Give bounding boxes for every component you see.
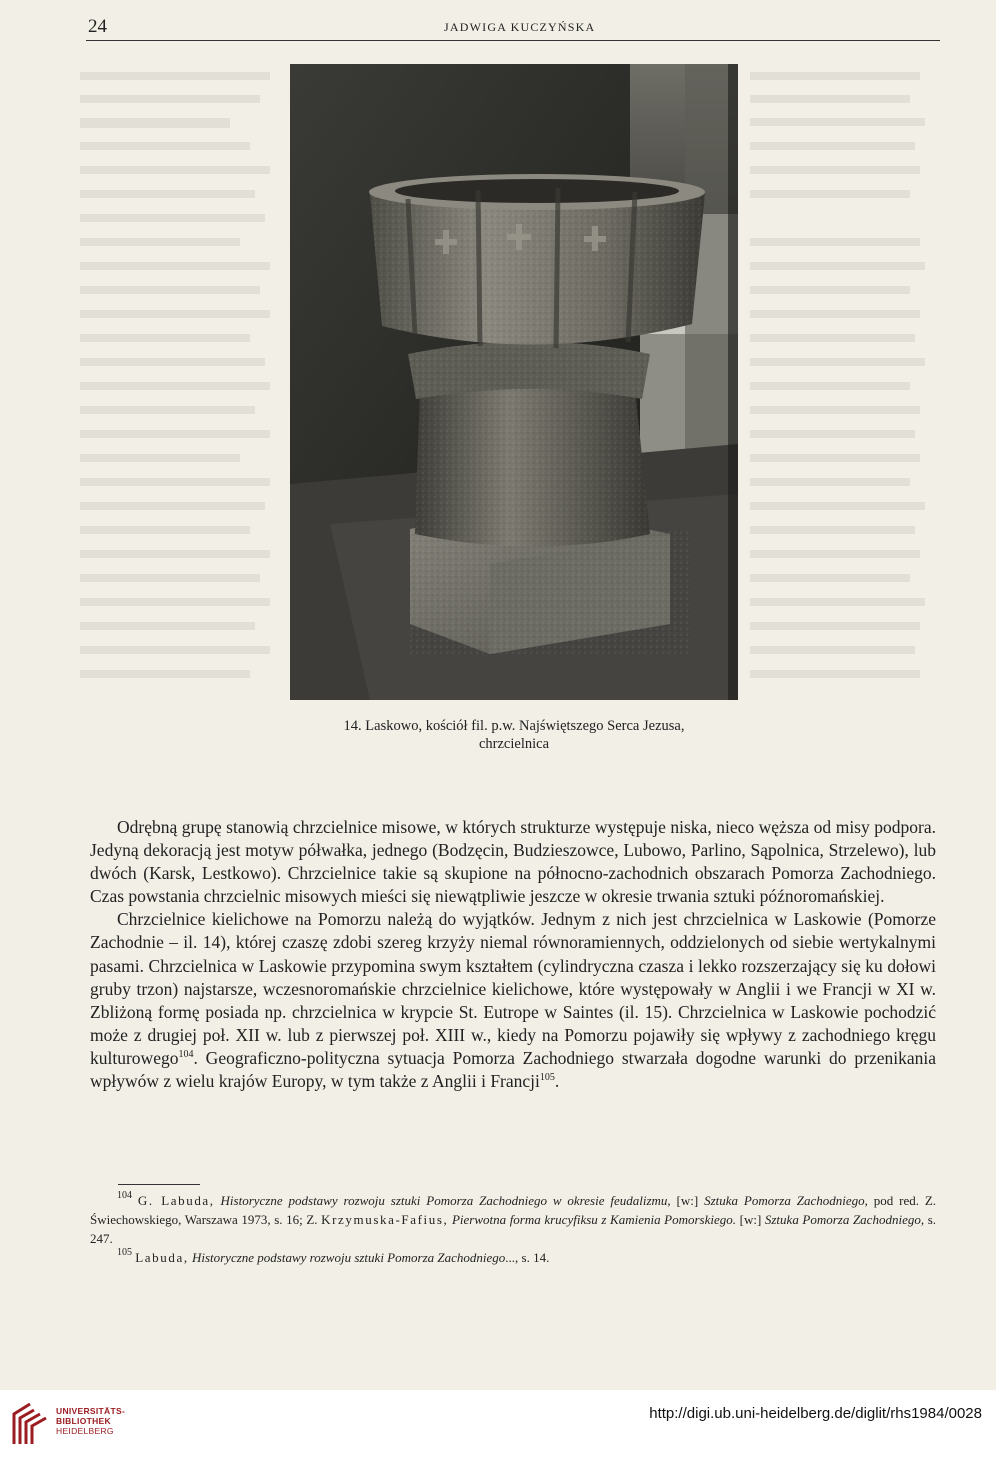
permalink-url[interactable]: http://digi.ub.uni-heidelberg.de/diglit/rhs1984/0028	[649, 1405, 982, 1422]
footnote-rule	[118, 1184, 200, 1185]
footnote-title-4: Sztuka Pomorza Zachodniego,	[764, 1212, 925, 1227]
baptismal-font-photo	[290, 64, 738, 700]
library-name	[56, 1406, 125, 1436]
footnote-publication: pod red. Z. Świechowskiego, Warszawa 1973, s. 16; Z.	[90, 1193, 937, 1227]
footnote-ref-105: 105	[539, 1072, 555, 1084]
page-number: 24	[88, 16, 107, 37]
library-name-line-2: BIBLIOTHEK	[56, 1416, 111, 1426]
footnote-page: ..., s. 14.	[505, 1250, 550, 1265]
university-library-logo[interactable]	[10, 1400, 50, 1446]
paragraph-2-part-b: . Geograficzno-polityczna sytuacja Pomorza Zachodniego stwarzała dogodne warunki do przenikania wpływów z wielu krajów Europy, w tym także z Anglii i Francji	[90, 1047, 936, 1092]
footnote-number: 105	[117, 1247, 132, 1258]
footnote-105	[90, 1248, 936, 1267]
caption-line-1: 14. Laskowo, kościół fil. p.w. Najświętszego Serca Jezusa,	[343, 718, 685, 734]
footnote-author: Labuda,	[135, 1250, 189, 1265]
footnote-title-2: Sztuka Pomorza Zachodniego,	[704, 1193, 868, 1208]
header-rule	[86, 40, 940, 41]
running-head: JADWIGA KUCZYŃSKA	[444, 20, 596, 34]
body-text	[90, 816, 936, 1093]
footnotes	[90, 1191, 936, 1267]
footnote-author: G. Labuda,	[137, 1193, 215, 1208]
footnote-title: Historyczne podstawy rozwoju sztuki Pomorza Zachodniego	[191, 1250, 506, 1265]
figure-caption	[290, 717, 738, 753]
footnote-title: Historyczne podstawy rozwoju sztuki Pomorza Zachodniego w okresie feudalizmu,	[220, 1193, 671, 1208]
paragraph-2	[90, 908, 936, 1093]
footnote-author-2: Krzymuska-Fafius,	[321, 1212, 449, 1227]
footnote-ref-104: 104	[178, 1048, 194, 1060]
footnote-in: [w:]	[676, 1193, 699, 1208]
footnote-page: s. 247.	[90, 1212, 936, 1246]
footnote-title-3: Pierwotna forma krucyfiksu z Kamienia Pomorskiego.	[451, 1212, 737, 1227]
footnote-number: 104	[117, 1190, 132, 1201]
library-name-line-3: HEIDELBERG	[56, 1426, 114, 1436]
footnote-104	[90, 1191, 936, 1248]
library-name-line-1: UNIVERSITÄTS-	[56, 1406, 126, 1416]
paragraph-1: Odrębną grupę stanowią chrzcielnice misowe, w których strukturze występuje niska, nieco węższa od misy podpora. Jedyną dekoracją jest motyw półwałka, jednego (Bodzęcin, Budzieszowce, Lubowo, Parlino, Sąpolnica, Strzelewo), lub dwóch (Karsk, Lestkowo). Chrzcielnice takie są skupione na północno-zachodnich obszarach Pomorza Zachodniego. Czas powstania chrzcielnic misowych mieści się niewątpliwie jeszcze w okresie trwania sztuki późnoromańskiej.	[90, 817, 936, 907]
library-footer	[0, 1390, 996, 1463]
paragraph-2-part-a: Chrzcielnice kielichowe na Pomorzu należą do wyjątków. Jednym z nich jest chrzcielnica w Laskowie (Pomorze Zachodnie – il. 14), której czaszę zdobi szereg krzyży niemal równoramiennych, oddzielonych od siebie wertykalnymi pasami. Chrzcielnica w Laskowie przypomina swym kształtem (cylindryczna czasza i lekko rozszerzający się ku dołowi gruby trzon) najstarsze, wczesnoromańskie chrzcielnice kielichowe, które występowały w Anglii i we Francji w XI w. Zbliżoną formę posiada np. chrzcielnica w krypcie St. Eutrope w Saintes (il. 15). Chrzcielnica w Laskowie pochodzić może z drugiej poł. XII w. lub z pierwszej poł. XIII w., kiedy na Pomorzu pojawiły się wpływy z zachodniego kręgu kulturowego	[90, 909, 936, 1068]
paragraph-2-part-c: .	[554, 1071, 560, 1092]
footnote-in-2: [w:]	[739, 1212, 762, 1227]
caption-line-2: chrzcielnica	[478, 736, 550, 752]
